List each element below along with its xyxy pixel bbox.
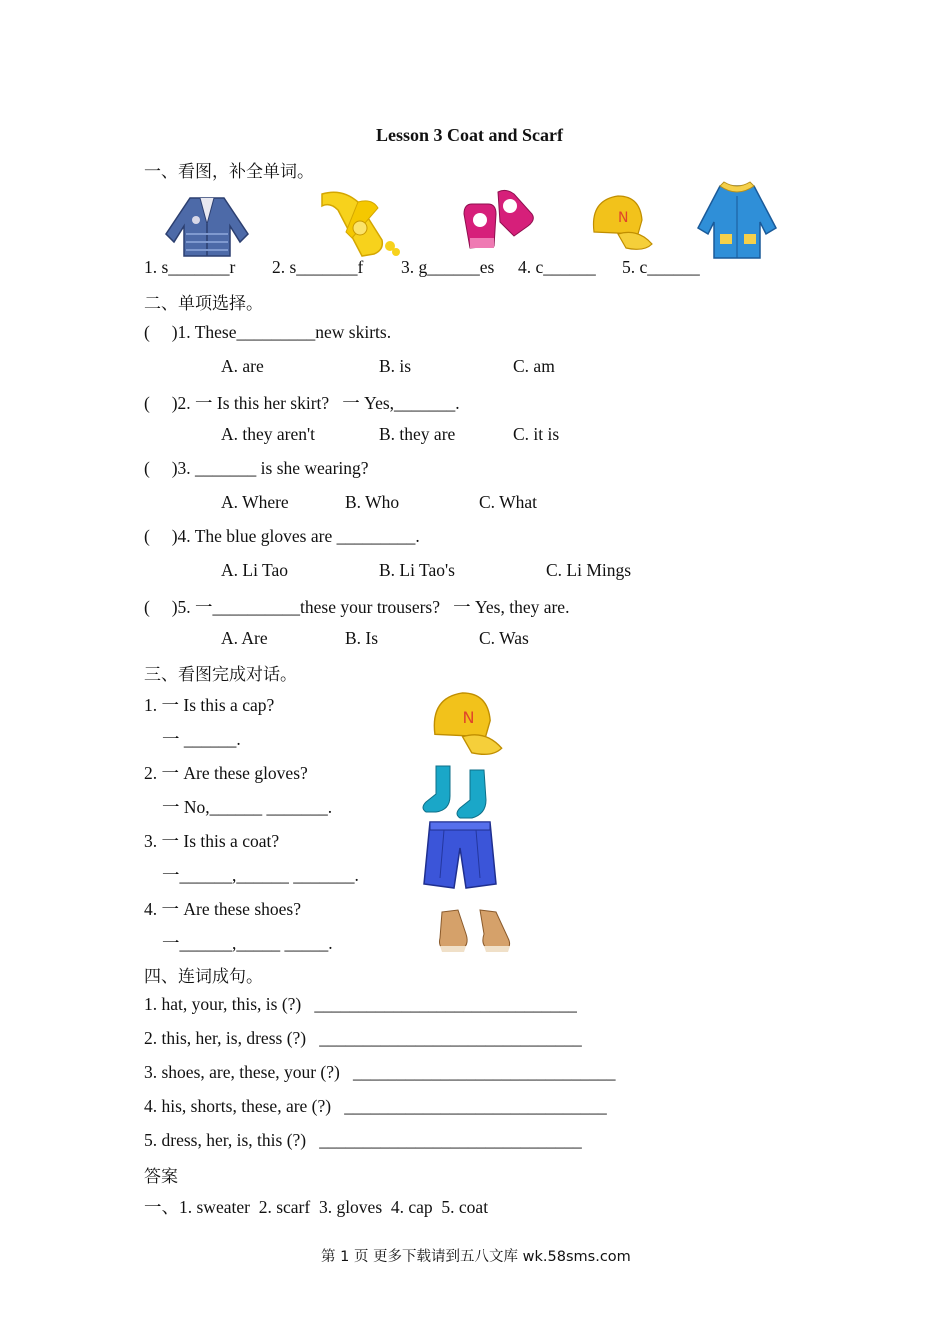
question-4: ( )4. The blue gloves are _________. bbox=[144, 526, 420, 546]
dialogue-3-answer: 一______,______ _______. bbox=[162, 865, 359, 885]
section1-blank-1: 1. s_______r bbox=[144, 257, 236, 277]
reorder-2: 2. this, her, is, dress (?) ______________________________ bbox=[144, 1028, 582, 1048]
reorder-4: 4. his, shorts, these, are (?) ______________________________ bbox=[144, 1096, 607, 1116]
question-5-option-b: B. Is bbox=[345, 628, 379, 648]
section1-blank-3: 3. g______es bbox=[401, 257, 495, 277]
section1-blank-5: 5. c______ bbox=[622, 257, 700, 277]
dialogue-2-answer: 一 No,______ _______. bbox=[162, 797, 333, 817]
question-1-option-b: B. is bbox=[379, 356, 412, 376]
page-footer: 第 1 页 更多下载请到五八文库 wk.58sms.com bbox=[321, 1249, 631, 1265]
answers-line-1: 一、1. sweater 2. scarf 3. gloves 4. cap 5. coat bbox=[144, 1197, 489, 1217]
socks-image bbox=[420, 764, 496, 822]
question-3-option-c: C. What bbox=[479, 492, 538, 512]
dialogue-3-question: 3. 一 Is this a coat? bbox=[144, 831, 280, 851]
svg-text:N: N bbox=[618, 210, 629, 226]
page-title: Lesson 3 Coat and Scarf bbox=[376, 125, 564, 145]
dialogue-2-question: 2. 一 Are these gloves? bbox=[144, 763, 308, 783]
question-4-option-a: A. Li Tao bbox=[221, 560, 288, 580]
dialogue-1-question: 1. 一 Is this a cap? bbox=[144, 695, 275, 715]
section3-heading: 三、看图完成对话。 bbox=[144, 665, 297, 685]
question-3: ( )3. _______ is she wearing? bbox=[144, 458, 369, 478]
question-2: ( )2. 一 Is this her skirt? 一 Yes,_______. bbox=[144, 393, 460, 413]
question-2-option-b: B. they are bbox=[379, 424, 456, 444]
cap-image bbox=[588, 192, 654, 254]
section1-blank-4: 4. c______ bbox=[518, 257, 596, 277]
question-3-option-b: B. Who bbox=[345, 492, 400, 512]
section2-heading: 二、单项选择。 bbox=[144, 294, 263, 314]
dialogue-4-question: 4. 一 Are these shoes? bbox=[144, 899, 301, 919]
answers-heading: 答案 bbox=[144, 1167, 178, 1187]
dialogue-1-answer: 一 ______. bbox=[162, 729, 241, 749]
reorder-3: 3. shoes, are, these, your (?) ______________________________ bbox=[144, 1062, 616, 1082]
section1-blank-2: 2. s_______f bbox=[272, 257, 364, 277]
question-4-option-c: C. Li Mings bbox=[546, 560, 632, 580]
coat-image bbox=[694, 180, 780, 262]
sweater-image bbox=[160, 194, 254, 260]
shorts-image bbox=[422, 818, 498, 892]
shoes-image bbox=[436, 904, 514, 954]
svg-text:N: N bbox=[462, 707, 475, 727]
section4-heading: 四、连词成句。 bbox=[144, 967, 263, 987]
question-5: ( )5. 一__________these your trousers? 一 Yes, they are. bbox=[144, 597, 570, 617]
dialogue-4-answer: 一______,_____ _____. bbox=[162, 933, 333, 953]
question-2-option-c: C. it is bbox=[513, 424, 560, 444]
reorder-5: 5. dress, her, is, this (?) ______________________________ bbox=[144, 1130, 582, 1150]
question-5-option-c: C. Was bbox=[479, 628, 529, 648]
cap-image bbox=[428, 688, 504, 760]
question-1-option-c: C. am bbox=[513, 356, 555, 376]
gloves-image bbox=[458, 186, 538, 258]
question-2-option-a: A. they aren't bbox=[221, 424, 316, 444]
question-5-option-a: A. Are bbox=[221, 628, 268, 648]
question-3-option-a: A. Where bbox=[221, 492, 289, 512]
question-1: ( )1. These_________new skirts. bbox=[144, 322, 392, 342]
section1-heading: 一、看图，补全单词。 bbox=[144, 162, 314, 182]
question-1-option-a: A. are bbox=[221, 356, 264, 376]
reorder-1: 1. hat, your, this, is (?) ______________________________ bbox=[144, 994, 577, 1014]
scarf-image bbox=[312, 188, 402, 262]
question-4-option-b: B. Li Tao's bbox=[379, 560, 455, 580]
